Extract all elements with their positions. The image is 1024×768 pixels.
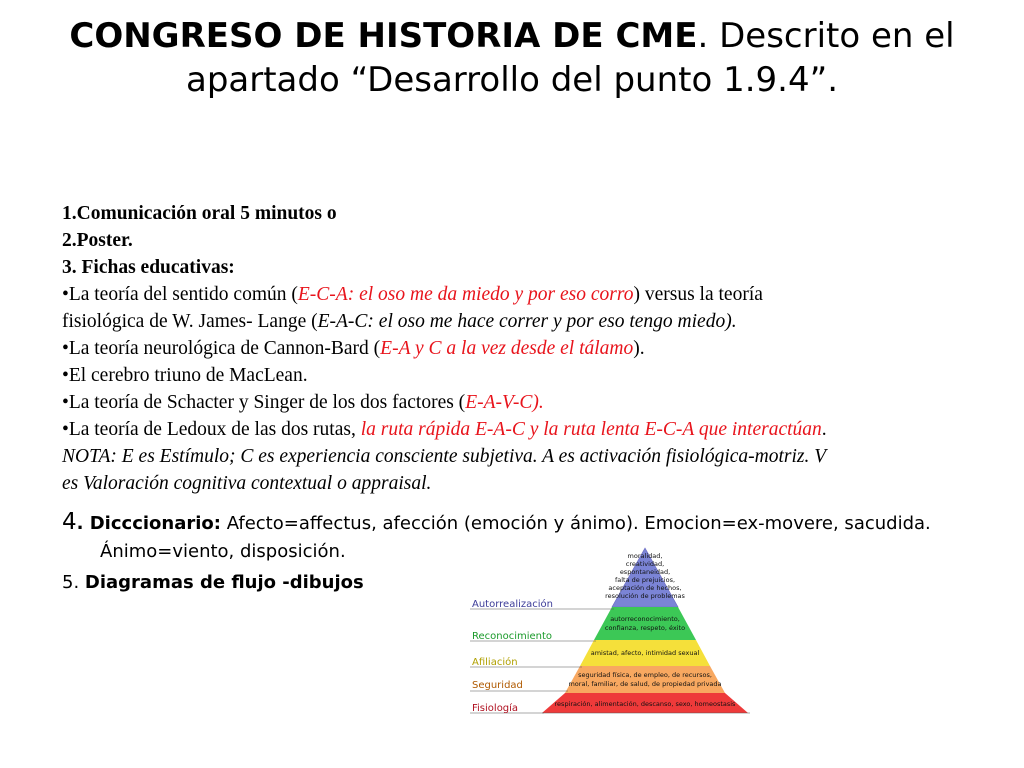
bullet-2-text-b: ). [633, 338, 645, 359]
level-label-3: Afiliación [472, 657, 518, 668]
bullet-4-red: E-A-V-C). [465, 392, 544, 413]
slide-title [0, 14, 1024, 102]
level-5-line-1: respiración, alimentación, descanso, sexo, homeostasis [554, 700, 736, 708]
bullet-1-line-2 [62, 308, 982, 335]
level-2-line-1: autorreconocimiento, [610, 615, 680, 623]
diagram-label: Diagramas de flujo -dibujos [84, 572, 364, 593]
level-4-line-1: seguridad física, de empleo, de recursos, [578, 671, 712, 679]
maslow-pyramid [468, 545, 758, 717]
bullet-1-text-b: ) versus la teoría [633, 284, 763, 305]
level-label-1: Autorrealización [472, 599, 553, 610]
content-list [62, 200, 982, 497]
level-label-2: Reconocimiento [472, 631, 553, 642]
list-item-2 [62, 227, 982, 254]
bullet-4-text-a: •La teoría de Schacter y Singer de los dos factores ( [62, 392, 466, 413]
diagram-item [62, 572, 364, 593]
level-1-line-6: resolución de problemas [605, 592, 685, 600]
level-2-line-2: confianza, respeto, éxito [604, 624, 686, 632]
level-3-line-1: amistad, afecto, intimidad sexual [590, 649, 700, 657]
bullet-5-text-b: . [821, 419, 827, 440]
bullet-5-red: la ruta rápida E-A-C y la ruta lenta E-C-A que interactúan [360, 419, 822, 440]
bullet-3: •El cerebro triuno de MacLean. [62, 365, 308, 386]
title-bold: CONGRESO DE HISTORIA DE CME [69, 16, 698, 56]
title-rest: . Descrito en el [697, 16, 955, 56]
bullet-5-text-a: •La teoría de Ledoux de las dos rutas, [62, 419, 361, 440]
nota-line-1: NOTA: E es Estímulo; C es experiencia consciente subjetiva. A es activación fisiológica-motriz. V [62, 446, 827, 467]
bullet-2-text-a: •La teoría neurológica de Cannon-Bard ( [62, 338, 381, 359]
dictionary-line-2: Ánimo=viento, disposición. [100, 541, 346, 562]
dictionary-number: 4 [62, 509, 77, 535]
level-1-line-3: espontaneidad, [619, 568, 671, 576]
list-item-2-text: 2.Poster. [62, 230, 133, 251]
bullet-1 [62, 281, 982, 308]
bullet-1-red: E-C-A: el oso me da miedo y por eso corro [297, 284, 634, 305]
bullet-1-line-2a: fisiológica de W. James- Lange ( [62, 311, 318, 332]
bullet-2 [62, 335, 982, 362]
diagram-number: 5. [62, 572, 85, 593]
level-label-4: Seguridad [472, 680, 523, 691]
title-line-2: apartado “Desarrollo del punto 1.9.4”. [185, 60, 839, 100]
level-4-line-2: moral, familiar, de salud, de propiedad privada [568, 680, 722, 688]
bullet-4 [62, 389, 982, 416]
level-1-line-2: creatividad, [625, 560, 665, 568]
list-item-1-text: 1.Comunicación oral 5 minutos o [62, 203, 337, 224]
level-label-5: Fisiología [472, 703, 519, 714]
list-item-1 [62, 200, 982, 227]
level-1-line-5: aceptación de hechos, [608, 584, 682, 592]
bullet-5 [62, 416, 982, 443]
bullet-1-text-a: •La teoría del sentido común ( [62, 284, 298, 305]
bullet-1-line-2b: E-A-C: el oso me hace correr y por eso tengo miedo). [317, 311, 737, 332]
level-1-line-4: falta de prejuicios, [614, 576, 676, 584]
bullet-2-red: E-A y C a la vez desde el tálamo [380, 338, 634, 359]
dictionary-line-1 [62, 508, 931, 538]
dictionary-label: . Dicccionario: [76, 513, 221, 534]
level-1-line-1: moralidad, [627, 552, 663, 560]
dictionary-text: Afecto=affectus, afección (emoción y ánimo). Emocion=ex-movere, sacudida. [220, 513, 931, 534]
nota-line-2: es Valoración cognitiva contextual o appraisal. [62, 473, 432, 494]
list-item-3 [62, 254, 982, 281]
title-line-1 [0, 14, 1024, 58]
list-item-3-text: 3. Fichas educativas: [62, 257, 235, 278]
